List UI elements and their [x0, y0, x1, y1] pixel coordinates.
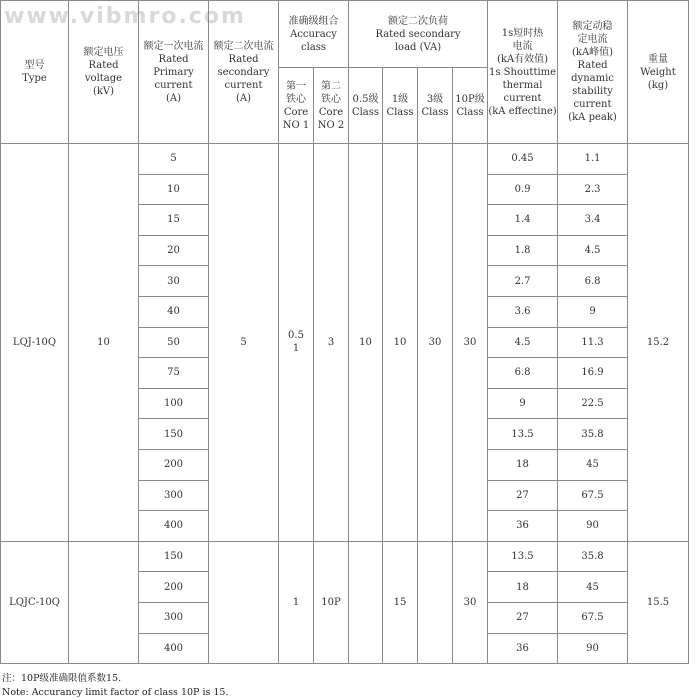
cell-thermal-current: 0.45: [488, 144, 558, 175]
cell-line: 1级: [391, 93, 409, 105]
header-core-no1: [279, 68, 314, 144]
cell-line: current: [154, 79, 193, 91]
cell-primary-current: 15: [139, 205, 209, 236]
cell-dynamic-current: 67.5: [558, 602, 628, 633]
cell-primary-current: 200: [139, 572, 209, 603]
cell-load-10p: 30: [453, 541, 488, 663]
cell-thermal-current: 4.5: [488, 327, 558, 358]
cell-thermal-current: 36: [488, 511, 558, 542]
cell-line: Class: [456, 106, 484, 118]
cell-thermal-current: 1.4: [488, 205, 558, 236]
cell-primary-current: 400: [139, 511, 209, 542]
header-load-class-1: [383, 68, 418, 144]
header-rated-secondary-load: [349, 1, 488, 68]
header-type: [1, 1, 69, 144]
cell-rated-voltage: 10: [69, 144, 139, 542]
cell-dynamic-current: 1.1: [558, 144, 628, 175]
cell-line: 10P级: [455, 93, 485, 105]
cell-line: voltage: [84, 73, 123, 84]
cell-dynamic-current: 9: [558, 296, 628, 327]
note-english: Note: Accurancy limit factor of class 10P is 15.: [2, 687, 229, 698]
cell-thermal-current: 27: [488, 480, 558, 511]
cell-dynamic-current: 22.5: [558, 388, 628, 419]
header-rated-primary-current: [139, 1, 209, 144]
cell-primary-current: 200: [139, 449, 209, 480]
cell-line: Class: [351, 106, 380, 118]
cell-thermal-current: 18: [488, 449, 558, 480]
cell-thermal-current: 9: [488, 388, 558, 419]
cell-dynamic-current: 90: [558, 511, 628, 542]
cell-line: 铁心: [286, 93, 306, 105]
cell-load-1: 15: [383, 541, 418, 663]
cell-primary-current: 20: [139, 235, 209, 266]
cell-line: Type: [22, 73, 47, 84]
header-rated-voltage: [69, 1, 139, 144]
cell-line: (kg): [647, 79, 669, 91]
cell-primary-current: 50: [139, 327, 209, 358]
cell-primary-current: 400: [139, 633, 209, 664]
cell-line: 额定电压: [83, 47, 124, 58]
header-load-class-3: [418, 68, 453, 144]
cell-line: secondary: [217, 66, 270, 78]
cell-line: current: [224, 79, 263, 91]
cell-line: 1: [292, 596, 300, 608]
cell-dynamic-current: 6.8: [558, 266, 628, 297]
cell-dynamic-current: 16.9: [558, 358, 628, 389]
cell-line: 重量: [648, 53, 669, 65]
table-row: [1, 541, 689, 572]
cell-primary-current: 5: [139, 144, 209, 175]
cell-thermal-current: 6.8: [488, 358, 558, 389]
cell-load-3: 30: [418, 144, 453, 542]
cell-primary-current: 150: [139, 541, 209, 572]
cell-line: Rated: [228, 53, 259, 65]
cell-thermal-current: 2.7: [488, 266, 558, 297]
cell-line: (kA有效值): [496, 53, 549, 65]
cell-line: load (VA): [394, 41, 442, 53]
cell-line: 额定动稳: [572, 21, 613, 32]
cell-dynamic-current: 35.8: [558, 419, 628, 450]
cell-primary-current: 300: [139, 602, 209, 633]
cell-line: Weight: [640, 66, 676, 78]
cell-thermal-current: 3.6: [488, 296, 558, 327]
cell-weight: 15.2: [628, 144, 689, 542]
cell-line: 电流: [512, 40, 533, 52]
cell-line: 型号: [24, 60, 45, 71]
cell-primary-current: 40: [139, 296, 209, 327]
cell-line: 铁心: [321, 93, 341, 105]
header-rated-secondary-current: [209, 1, 279, 144]
cell-line: dynamic: [571, 73, 614, 84]
cell-primary-current: 150: [139, 419, 209, 450]
cell-thermal-current: 1.8: [488, 235, 558, 266]
cell-line: current: [573, 99, 612, 110]
cell-thermal-current: 13.5: [488, 541, 558, 572]
cell-line: 0.5级: [352, 93, 379, 105]
header-thermal-current: [488, 1, 558, 144]
header-accuracy-class: [279, 1, 349, 68]
cell-line: 第一: [286, 80, 306, 92]
header-load-class-0-5: [349, 68, 383, 144]
cell-load-05: 10: [349, 144, 383, 542]
cell-line: 第二: [321, 80, 341, 92]
cell-type: LQJC-10Q: [1, 541, 69, 663]
cell-line: 1s Shouttime: [489, 66, 557, 78]
cell-core-no1: [279, 144, 314, 542]
cell-line: (kV): [92, 86, 115, 97]
cell-line: (kA峰值): [571, 47, 614, 58]
cell-line: (kA effectine): [488, 105, 557, 117]
cell-line: NO 1: [282, 119, 310, 131]
cell-line: Primary: [153, 66, 194, 78]
cell-secondary-current: [209, 541, 279, 663]
cell-thermal-current: 36: [488, 633, 558, 664]
cell-line: 额定二次电流: [213, 40, 274, 52]
table-row: [1, 144, 689, 175]
cell-line: 额定一次电流: [143, 40, 204, 52]
cell-rated-voltage: [69, 541, 139, 663]
watermark: www.vibmro.com: [4, 4, 246, 29]
cell-secondary-current: 5: [209, 144, 279, 542]
cell-line: (kA peak): [568, 112, 617, 123]
cell-type: LQJ-10Q: [1, 144, 69, 542]
cell-dynamic-current: 3.4: [558, 205, 628, 236]
cell-core-no2: 10P: [314, 541, 349, 663]
cell-primary-current: 300: [139, 480, 209, 511]
cell-thermal-current: 13.5: [488, 419, 558, 450]
cell-thermal-current: 27: [488, 602, 558, 633]
cell-line: Rated: [88, 60, 119, 71]
header-dynamic-stability-current: [558, 1, 628, 144]
cell-core-no1: [279, 541, 314, 663]
cell-load-1: 10: [383, 144, 418, 542]
cell-line: 额定二次负荷: [388, 15, 449, 27]
header-load-class-10p: [453, 68, 488, 144]
cell-line: Accuracy: [290, 28, 337, 40]
cell-dynamic-current: 11.3: [558, 327, 628, 358]
cell-thermal-current: 0.9: [488, 174, 558, 205]
cell-line: 1s短时热: [501, 27, 544, 39]
cell-line: thermal: [502, 79, 543, 91]
cell-line: (A): [165, 92, 182, 104]
cell-primary-current: 75: [139, 358, 209, 389]
cell-weight: 15.5: [628, 541, 689, 663]
header-weight: [628, 1, 689, 144]
cell-line: 3级: [426, 93, 444, 105]
cell-line: class: [300, 41, 327, 53]
cell-load-10p: 30: [453, 144, 488, 542]
cell-load-05: [349, 541, 383, 663]
cell-line: 1: [292, 343, 300, 355]
cell-primary-current: 100: [139, 388, 209, 419]
cell-line: current: [503, 92, 542, 104]
cell-line: 定电流: [577, 34, 608, 45]
cell-dynamic-current: 35.8: [558, 541, 628, 572]
cell-dynamic-current: 2.3: [558, 174, 628, 205]
cell-line: Rated: [158, 53, 189, 65]
note-chinese: 注：10P级准确限值系数15.: [2, 673, 122, 684]
header-core-no2: [314, 68, 349, 144]
cell-line: 准确级组合: [288, 15, 339, 27]
cell-dynamic-current: 67.5: [558, 480, 628, 511]
cell-load-3: [418, 541, 453, 663]
cell-thermal-current: 18: [488, 572, 558, 603]
cell-line: 0.5: [288, 330, 304, 342]
cell-line: Class: [386, 106, 414, 118]
cell-line: Core: [318, 106, 344, 118]
cell-line: Rated: [577, 60, 608, 71]
notes: [2, 672, 229, 700]
cell-primary-current: 10: [139, 174, 209, 205]
cell-dynamic-current: 45: [558, 449, 628, 480]
cell-dynamic-current: 45: [558, 572, 628, 603]
cell-line: Core: [283, 106, 309, 118]
cell-dynamic-current: 4.5: [558, 235, 628, 266]
cell-line: Rated secondary: [375, 28, 461, 40]
cell-line: stability: [572, 86, 613, 97]
cell-line: (A): [235, 92, 252, 104]
cell-line: NO 2: [317, 119, 345, 131]
cell-line: Class: [421, 106, 449, 118]
cell-core-no2: 3: [314, 144, 349, 542]
cell-dynamic-current: 90: [558, 633, 628, 664]
cell-primary-current: 30: [139, 266, 209, 297]
